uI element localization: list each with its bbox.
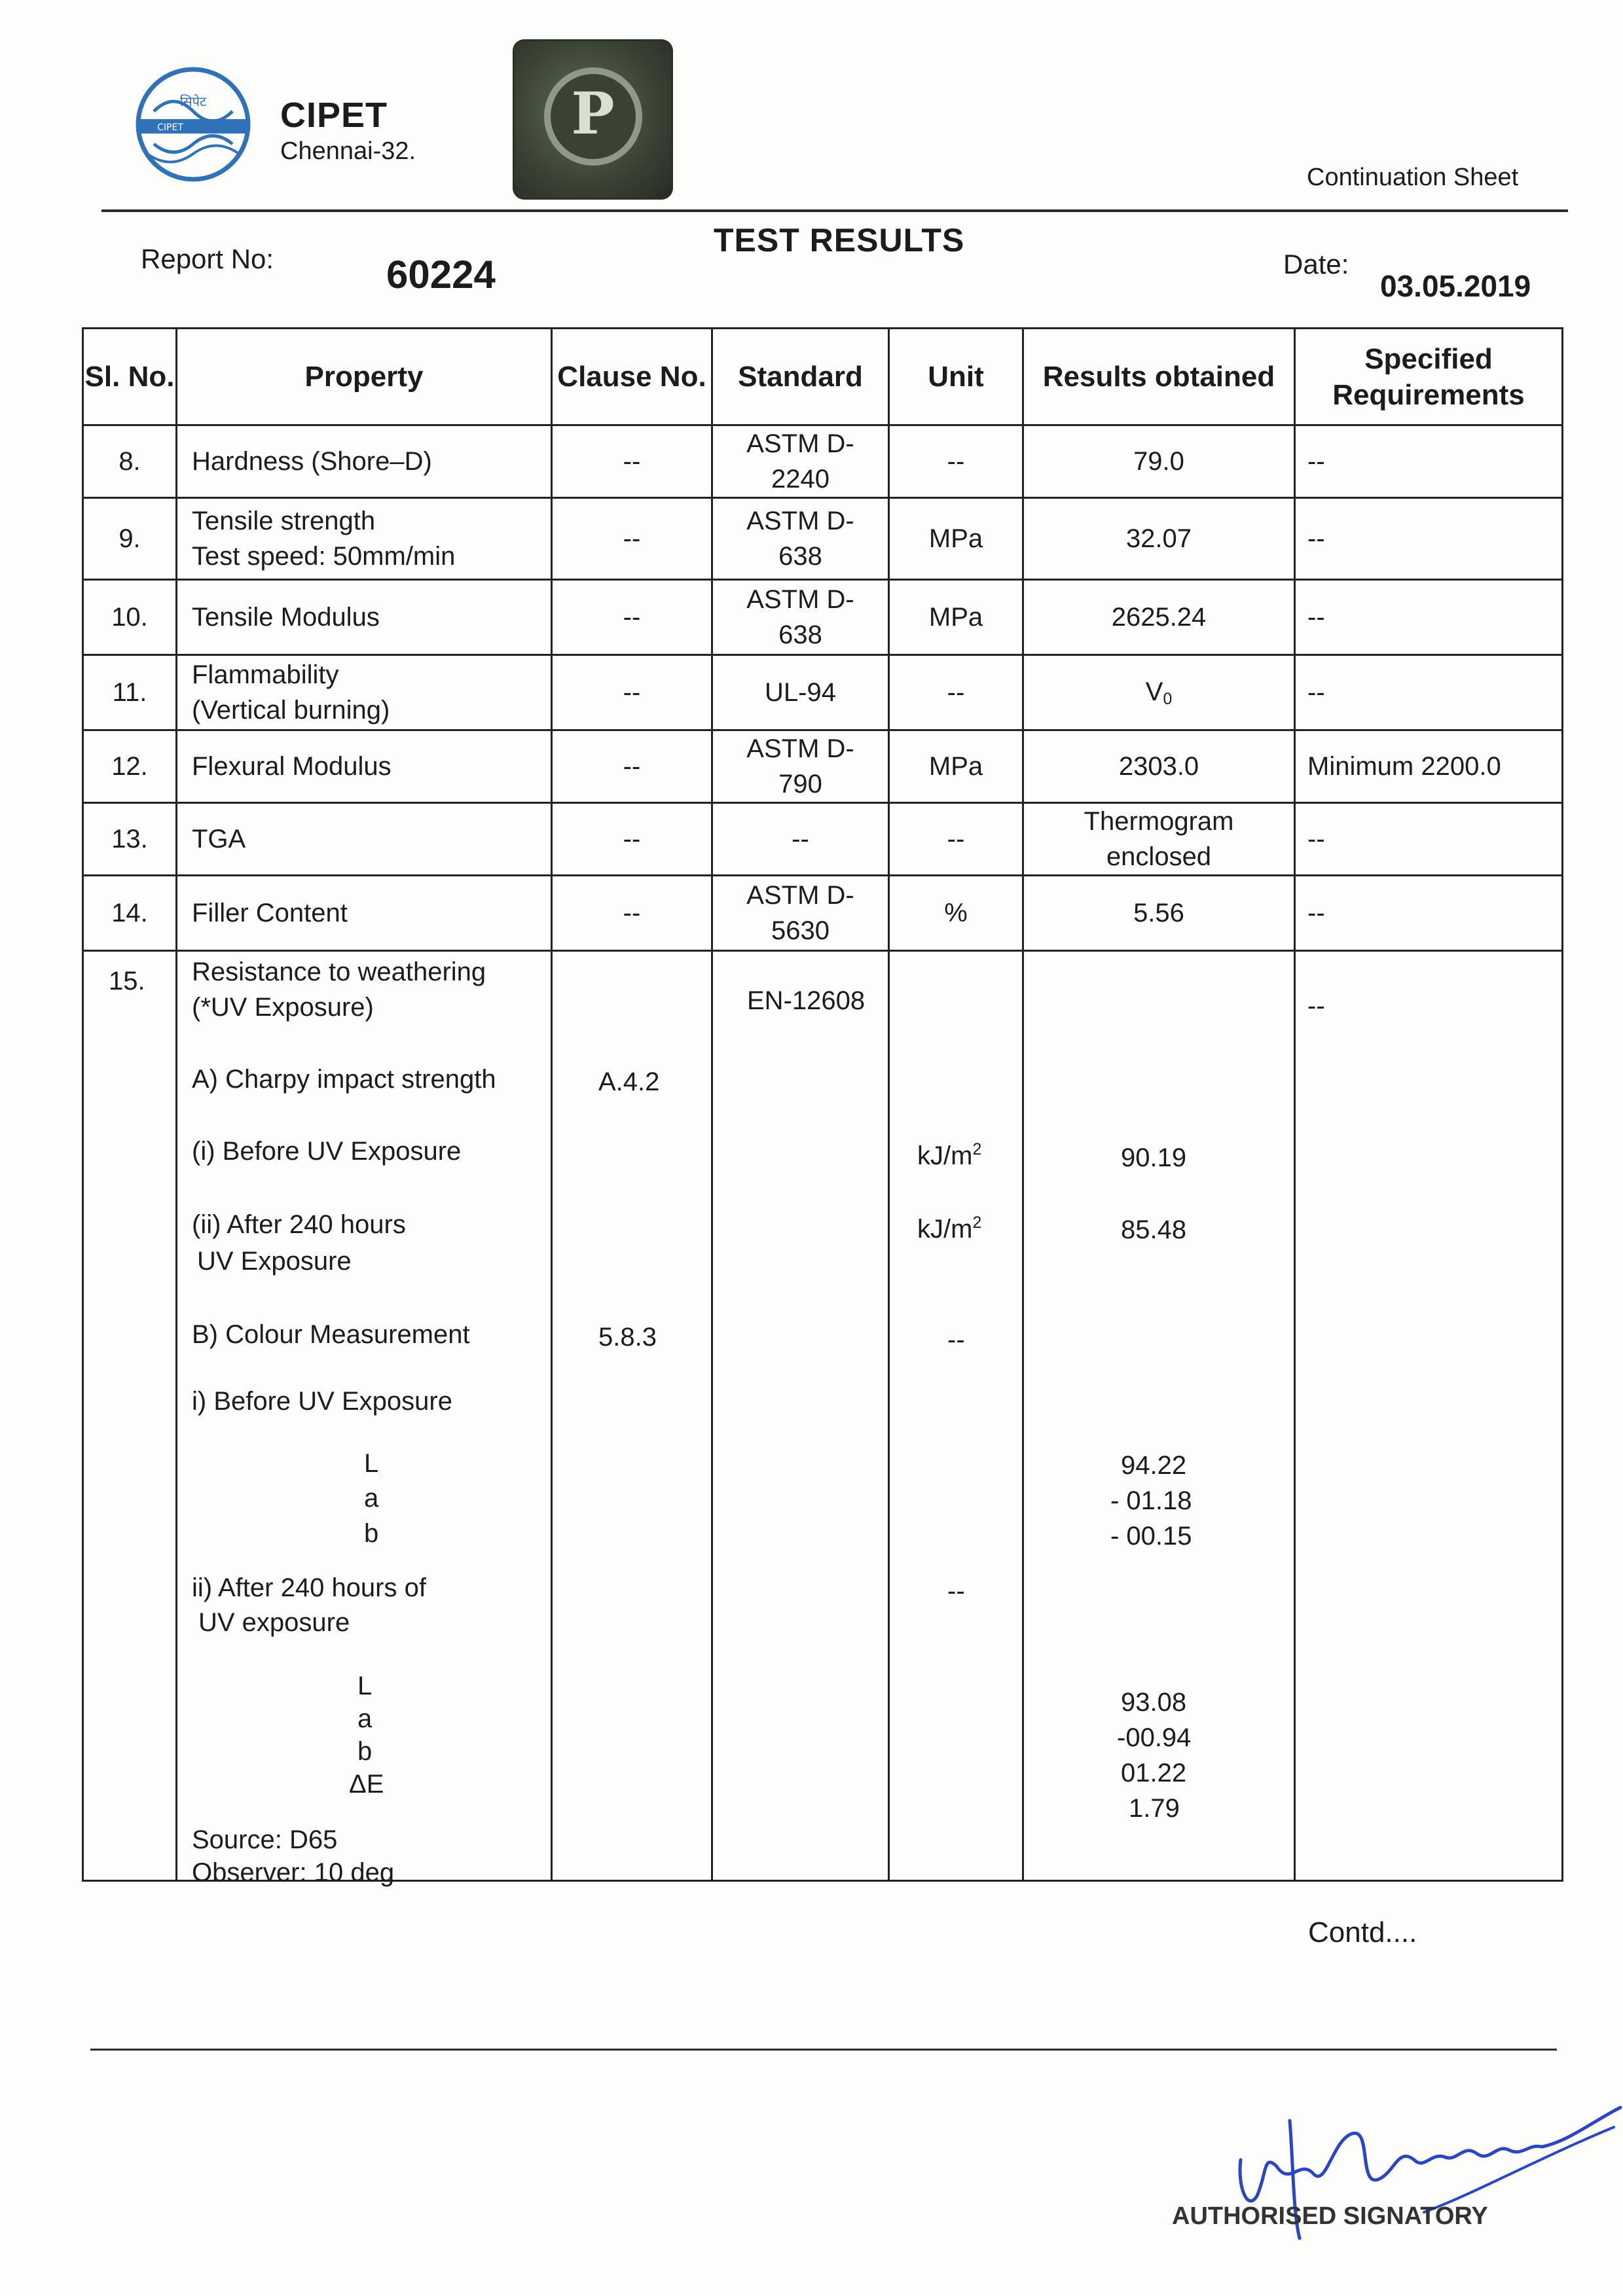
before-L-label: L [364, 1449, 379, 1478]
row-clause: -- [552, 425, 712, 498]
table-header-row [83, 329, 1563, 425]
continuation-label: Continuation Sheet [1307, 164, 1519, 191]
row-sl: 11. [83, 655, 177, 730]
row-property: Hardness (Shore–D) [177, 425, 552, 498]
row-unit: MPa [889, 498, 1023, 580]
source-note: Source: D65 [192, 1825, 338, 1854]
row-unit: -- [889, 803, 1023, 876]
row-clause: -- [552, 730, 712, 803]
row-spec: Minimum 2200.0 [1295, 730, 1563, 803]
before-a-label: a [364, 1484, 379, 1513]
row-spec: -- [1295, 876, 1563, 951]
row-result: 2303.0 [1023, 730, 1295, 803]
table-row [83, 580, 1563, 655]
cipet-logo [134, 65, 252, 183]
weathering-clause-cell [552, 951, 712, 1881]
row-property [177, 498, 552, 580]
row-spec: -- [1295, 498, 1563, 580]
row-result [1023, 655, 1295, 730]
authorised-signatory-label: AUTHORISED SIGNATORY [1172, 2202, 1488, 2230]
charpy-clause: A.4.2 [598, 1067, 660, 1096]
weathering-sl: 15. [109, 967, 145, 996]
charpy-after-label: (ii) After 240 hours [192, 1210, 406, 1239]
table-row-weathering [83, 951, 1563, 1881]
colour-after-label-2: UV exposure [198, 1608, 350, 1637]
weathering-standard: EN-12608 [747, 986, 866, 1015]
hologram-seal [513, 39, 673, 200]
colour-after-label: ii) After 240 hours of [192, 1573, 426, 1602]
row-standard: ASTM D-790 [712, 730, 889, 803]
result-v-subscript: 0 [1163, 691, 1173, 709]
charpy-before-label: (i) Before UV Exposure [192, 1137, 462, 1166]
date-label: Date: [1283, 249, 1349, 279]
table-row [83, 876, 1563, 951]
weathering-spec-cell [1295, 951, 1563, 1881]
report-date: 03.05.2019 [1380, 269, 1531, 303]
report-number: 60224 [386, 253, 496, 296]
document-title: TEST RESULTS [714, 222, 965, 259]
row-clause: -- [552, 580, 712, 655]
row-result: 2625.24 [1023, 580, 1295, 655]
after-L-value: 93.08 [1121, 1688, 1187, 1717]
row-result: 32.07 [1023, 498, 1295, 580]
charpy-label: A) Charpy impact strength [192, 1065, 496, 1094]
colour-after-unit: -- [947, 1577, 965, 1605]
before-b-value: - 00.15 [1110, 1522, 1192, 1551]
org-city: Chennai-32. [280, 137, 416, 165]
after-b-value: 01.22 [1121, 1759, 1187, 1787]
table-row [83, 655, 1563, 730]
table-row [83, 425, 1563, 498]
row-property [177, 655, 552, 730]
colour-before-label: i) Before UV Exposure [192, 1387, 452, 1416]
row-spec: -- [1295, 425, 1563, 498]
row-clause: -- [552, 498, 712, 580]
before-b-label: b [364, 1519, 379, 1548]
row-sl: 13. [83, 803, 177, 876]
row-property-line2: (Vertical burning) [192, 696, 390, 725]
col-header-spec: Specified Requirements [1295, 329, 1563, 425]
row-standard: -- [712, 803, 889, 876]
org-name: CIPET [280, 96, 388, 135]
test-results-table [82, 327, 1563, 1887]
row-property-line1: Tensile strength [192, 507, 376, 535]
col-header-property: Property [177, 329, 552, 425]
row-spec: -- [1295, 655, 1563, 730]
row-unit: -- [889, 655, 1023, 730]
row-unit: % [889, 876, 1023, 951]
row-standard: ASTM D-5630 [712, 876, 889, 951]
weathering-property-cell [177, 951, 552, 1887]
observer-note: Observer: 10 deg [192, 1858, 395, 1887]
row-result: 5.56 [1023, 876, 1295, 951]
charpy-unit-base: kJ/m [917, 1141, 973, 1170]
header-divider [101, 209, 1568, 212]
weathering-unit-cell [889, 951, 1023, 1881]
row-property: TGA [177, 803, 552, 876]
logo-devanagari-text: सिपेट [179, 94, 207, 109]
col-header-sl: Sl. No. [83, 329, 177, 425]
weathering-subtitle: (*UV Exposure) [192, 993, 374, 1022]
charpy-unit-sup: 2 [972, 1141, 982, 1159]
row-standard: ASTM D-638 [712, 580, 889, 655]
after-delta-e-value: 1.79 [1129, 1794, 1180, 1823]
charpy-after-label-2: UV Exposure [197, 1247, 352, 1276]
weathering-spec: -- [1307, 992, 1325, 1020]
row-property-line1: Flammability [192, 660, 339, 689]
after-L-label: L [357, 1672, 373, 1700]
after-a-value: -00.94 [1117, 1723, 1192, 1752]
charpy-before-unit [917, 1138, 981, 1174]
continued-note: Contd.... [1308, 1916, 1417, 1948]
hologram-letter: P [571, 79, 615, 147]
row-clause: -- [552, 655, 712, 730]
before-a-value: - 01.18 [1110, 1486, 1192, 1515]
row-result: 79.0 [1023, 425, 1295, 498]
row-spec: -- [1295, 580, 1563, 655]
charpy-before-value: 90.19 [1121, 1143, 1187, 1172]
row-sl: 14. [83, 876, 177, 951]
after-a-label: a [357, 1704, 373, 1733]
row-unit: MPa [889, 580, 1023, 655]
weathering-sl-cell [83, 951, 177, 1881]
row-result-line1: Thermogram [1084, 807, 1234, 836]
col-header-unit: Unit [889, 329, 1023, 425]
weathering-result-cell [1023, 951, 1295, 1881]
weathering-standard-cell [712, 951, 889, 1881]
after-delta-e-label: ΔE [349, 1770, 384, 1799]
row-property: Flexural Modulus [177, 730, 552, 803]
colour-label: B) Colour Measurement [192, 1320, 470, 1349]
before-L-value: 94.22 [1121, 1451, 1187, 1480]
col-header-standard: Standard [712, 329, 889, 425]
colour-clause: 5.8.3 [598, 1323, 657, 1352]
charpy-after-value: 85.48 [1121, 1215, 1187, 1244]
after-b-label: b [357, 1737, 373, 1766]
logo-band-text: CIPET [157, 122, 183, 133]
row-unit: MPa [889, 730, 1023, 803]
result-v-symbol: V [1145, 677, 1163, 707]
col-header-results: Results obtained [1023, 329, 1295, 425]
row-spec: -- [1295, 803, 1563, 876]
row-standard: ASTM D-2240 [712, 425, 889, 498]
report-number-label: Report No: [141, 243, 274, 274]
row-standard: UL-94 [712, 655, 889, 730]
colour-before-unit: -- [947, 1325, 965, 1354]
table-row [83, 730, 1563, 803]
row-property: Tensile Modulus [177, 580, 552, 655]
row-result-line2: enclosed [1106, 842, 1212, 871]
row-unit: -- [889, 425, 1023, 498]
row-sl: 8. [83, 425, 177, 498]
row-property-line2: Test speed: 50mm/min [192, 542, 456, 571]
charpy-after-unit [917, 1211, 981, 1247]
table-row [83, 498, 1563, 580]
row-sl: 12. [83, 730, 177, 803]
weathering-title: Resistance to weathering [192, 958, 486, 986]
row-clause: -- [552, 803, 712, 876]
col-header-clause: Clause No. [552, 329, 712, 425]
footer-divider [90, 2049, 1557, 2051]
row-standard: ASTM D-638 [712, 498, 889, 580]
charpy-unit-base: kJ/m [917, 1215, 973, 1244]
row-clause: -- [552, 876, 712, 951]
table-row [83, 803, 1563, 876]
row-sl: 10. [83, 580, 177, 655]
row-result [1023, 803, 1295, 876]
row-sl: 9. [83, 498, 177, 580]
charpy-unit-sup: 2 [972, 1214, 982, 1232]
row-property: Filler Content [177, 876, 552, 951]
